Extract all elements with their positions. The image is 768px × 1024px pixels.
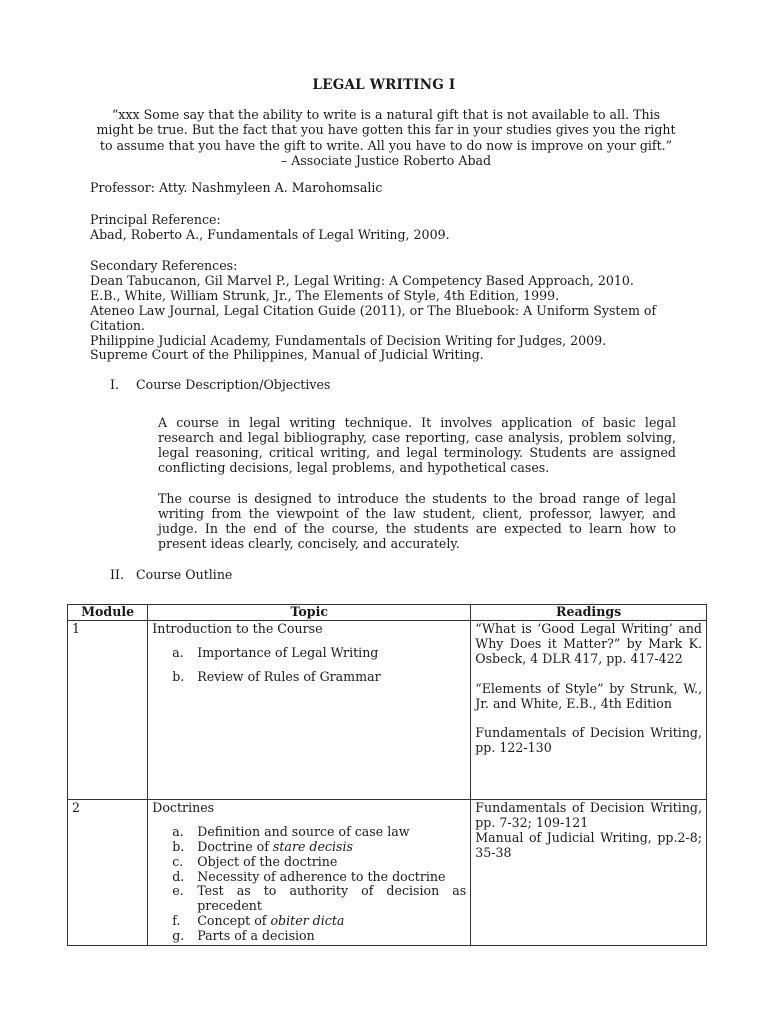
- header-module: Module: [68, 605, 148, 621]
- list-item: c. Object of the doctrine: [172, 853, 338, 869]
- principal-reference-item: Abad, Roberto A., Fundamentals of Legal Writing, 2009.: [90, 226, 450, 242]
- header-readings: Readings: [471, 605, 707, 621]
- header-topic: Topic: [148, 605, 471, 621]
- list-item: e. Test as to authority of decision as precedent: [172, 883, 467, 914]
- secondary-reference-item: Supreme Court of the Philippines, Manual of Judicial Writing.: [90, 347, 484, 363]
- list-item: a. Definition and source of case law: [172, 823, 410, 839]
- section-title: Course Outline: [136, 567, 233, 582]
- subtopic-list: [152, 646, 466, 685]
- reading-entry: “What is ‘Good Legal Writing’ and Why Does it Matter?” by Mark K. Osbeck, 4 DLR 417, pp. 417-422: [475, 620, 702, 666]
- principal-reference-label: Principal Reference:: [90, 212, 221, 227]
- section-title: Course Description/Objectives: [136, 377, 331, 392]
- professor-line: Professor: Atty. Nashmyleen A. Marohomsalic: [90, 180, 383, 195]
- list-item: f. Concept of obiter dicta: [172, 913, 345, 929]
- readings-cell: [471, 620, 707, 799]
- subtopic-list: [152, 825, 466, 944]
- section-heading-outline: [110, 567, 232, 582]
- table-row: [68, 620, 707, 799]
- reading-entry: Fundamentals of Decision Writing, pp. 122-130: [475, 725, 702, 756]
- list-item: b. Review of Rules of Grammar: [172, 668, 381, 684]
- course-outline-table: [67, 604, 707, 946]
- secondary-reference-item: Dean Tabucanon, Gil Marvel P., Legal Writing: A Competency Based Approach, 2010.: [90, 272, 634, 288]
- section-number: II.: [110, 567, 124, 582]
- secondary-reference-item: E.B., White, William Strunk, Jr., The Elements of Style, 4th Edition, 1999.: [90, 287, 560, 303]
- section-heading-description: [110, 377, 330, 392]
- reading-entry: Manual of Judicial Writing, pp.2-8; 35-38: [475, 829, 702, 860]
- module-cell: 1: [68, 620, 148, 799]
- secondary-references: [90, 259, 690, 363]
- list-item: b. Doctrine of stare decisis: [172, 838, 353, 854]
- topic-cell: [148, 799, 471, 945]
- reading-entry: “Elements of Style” by Strunk, W., Jr. and White, E.B., 4th Edition: [475, 680, 702, 711]
- topic-title: Doctrines: [152, 799, 215, 815]
- description-paragraph-1: A course in legal writing technique. It involves application of basic legal research and legal bibliography, case reporting, case analysis, problem solving, legal reasoning, critical writing, and legal terminology. Students are assigned conflicting decisions, legal problems, and hypothetical cases.: [158, 415, 676, 475]
- description-paragraph-2: The course is designed to introduce the students to the broad range of legal writing from the viewpoint of the law student, client, professor, lawyer, and judge. In the end of the course, the students are expected to learn how to present ideas clearly, concisely, and accurately.: [158, 491, 676, 551]
- section-number: I.: [110, 377, 119, 392]
- list-item: a. Importance of Legal Writing: [172, 644, 379, 660]
- module-cell: 2: [68, 799, 148, 945]
- opening-quote: “xxx Some say that the ability to write is a natural gift that is not available to all. This might be true. But the fact that you have gotten this far in your studies gives you the right to assume that you have the gift to write. All you have to do now is improve on your gift.” – Associate Justice Roberto Abad: [96, 107, 676, 168]
- document-title: LEGAL WRITING I: [312, 77, 456, 93]
- topic-cell: [148, 620, 471, 799]
- list-item: d. Necessity of adherence to the doctrine: [172, 868, 446, 884]
- principal-reference: [90, 213, 690, 243]
- table-row: [68, 799, 707, 945]
- readings-cell: [471, 799, 707, 945]
- reading-entry: Fundamentals of Decision Writing, pp. 7-32; 109-121: [475, 799, 702, 830]
- table-header-row: [68, 605, 707, 621]
- list-item: g. Parts of a decision: [172, 928, 315, 944]
- secondary-reference-item: Ateneo Law Journal, Legal Citation Guide (2011), or The Bluebook: A Uniform System of Citation.: [90, 302, 657, 333]
- topic-title: Introduction to the Course: [152, 620, 323, 636]
- secondary-reference-item: Philippine Judicial Academy, Fundamentals of Decision Writing for Judges, 2009.: [90, 332, 607, 348]
- secondary-references-label: Secondary References:: [90, 258, 238, 273]
